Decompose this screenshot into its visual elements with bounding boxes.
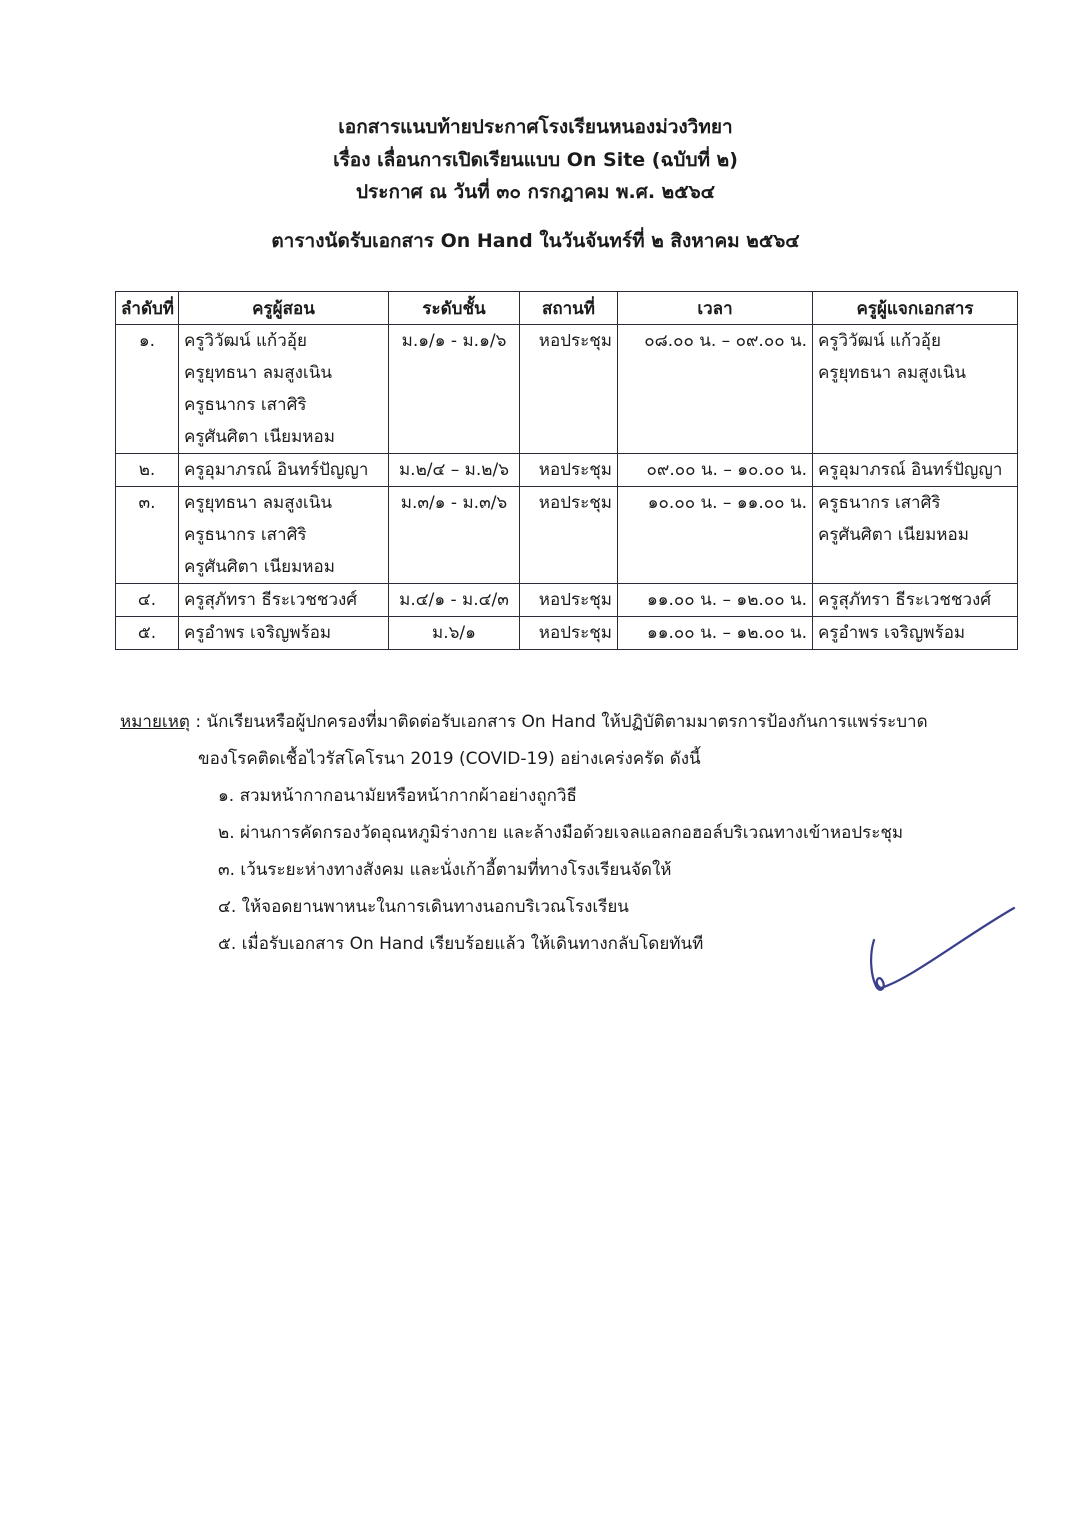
remarks-line-2: ของโรคติดเชื้อไวรัสโคโรนา 2019 (COVID-19) อย่างเคร่งครัด ดังนี้ (198, 749, 701, 769)
signature-mark (852, 898, 1022, 998)
distributor-name: ครูธนากร เสาศิริ (818, 493, 941, 513)
teacher-cell (179, 487, 389, 584)
doc-date: ประกาศ ณ วันที่ ๓๐ กรกฎาคม พ.ศ. ๒๕๖๔ (355, 181, 716, 203)
distributor-cell (813, 584, 1018, 617)
teacher-cell (179, 584, 389, 617)
table-row (116, 325, 1018, 454)
level-cell: ม.๒/๔ – ม.๒/๖ (389, 454, 520, 487)
distributor-cell (813, 454, 1018, 487)
teacher-name: ครูยุทธนา ลมสูงเนิน (184, 363, 332, 383)
distributor-name: ครูสุภัทรา ธีระเวชชวงศ์ (818, 590, 992, 610)
distributor-name: ครูวิวัฒน์ แก้วอุ้ย (818, 331, 941, 351)
distributor-name: ครูศันศิตา เนียมหอม (818, 525, 969, 545)
distributor-name: ครูอุมาภรณ์ อินทร์ปัญญา (818, 460, 1003, 480)
teacher-name: ครูวิวัฒน์ แก้วอุ้ย (184, 331, 307, 351)
place-cell: หอประชุม (520, 325, 618, 454)
row-number: ๔. (116, 584, 179, 617)
distributor-cell (813, 325, 1018, 454)
teacher-name: ครูศันศิตา เนียมหอม (184, 427, 335, 447)
table-row (116, 454, 1018, 487)
teacher-name: ครูธนากร เสาศิริ (184, 525, 307, 545)
place-cell: หอประชุม (520, 617, 618, 650)
col-header-no: ลำดับที่ (116, 292, 179, 325)
table-header-row (116, 292, 1018, 325)
teacher-name: ครูอำพร เจริญพร้อม (184, 623, 332, 643)
remarks-intro (120, 704, 1020, 741)
row-number: ๕. (116, 617, 179, 650)
level-cell: ม.๓/๑ - ม.๓/๖ (389, 487, 520, 584)
distributor-cell (813, 617, 1018, 650)
time-cell: ๑๑.๐๐ น. – ๑๒.๐๐ น. (618, 584, 813, 617)
time-cell: ๐๘.๐๐ น. – ๐๙.๐๐ น. (618, 325, 813, 454)
table-row (116, 617, 1018, 650)
teacher-name: ครูยุทธนา ลมสูงเนิน (184, 493, 332, 513)
distributor-name: ครูอำพร เจริญพร้อม (818, 623, 966, 643)
remarks-line-1: นักเรียนหรือผู้ปกครองที่มาติดต่อรับเอกสาร On Hand ให้ปฏิบัติตามมาตรการป้องกันการแพร่ระบาด (206, 712, 928, 732)
place-cell: หอประชุม (520, 454, 618, 487)
doc-title: เอกสารแนบท้ายประกาศโรงเรียนหนองม่วงวิทยา (338, 116, 733, 138)
remarks-item: ๒. ผ่านการคัดกรองวัดอุณหภูมิร่างกาย และล้างมือด้วยเจลแอลกอฮอล์บริเวณทางเข้าหอประชุม (218, 823, 904, 843)
distributor-cell (813, 487, 1018, 584)
place-cell: หอประชุม (520, 584, 618, 617)
level-cell: ม.๑/๑ - ม.๑/๖ (389, 325, 520, 454)
schedule-table (115, 291, 1018, 650)
teacher-cell (179, 617, 389, 650)
level-cell: ม.๖/๑ (389, 617, 520, 650)
col-header-place: สถานที่ (520, 292, 618, 325)
time-cell: ๐๙.๐๐ น. – ๑๐.๐๐ น. (618, 454, 813, 487)
table-title: ตารางนัดรับเอกสาร On Hand ในวันจันทร์ที่ ๒ สิงหาคม ๒๕๖๔ (271, 230, 800, 252)
col-header-level: ระดับชั้น (389, 292, 520, 325)
row-number: ๒. (116, 454, 179, 487)
remarks-item: ๔. ให้จอดยานพาหนะในการเดินทางนอกบริเวณโรงเรียน (218, 897, 629, 917)
signature-stroke (871, 908, 1014, 990)
row-number: ๑. (116, 325, 179, 454)
teacher-name: ครูธนากร เสาศิริ (184, 395, 307, 415)
remarks-item: ๓. เว้นระยะห่างทางสังคม และนั่งเก้าอี้ตามที่ทางโรงเรียนจัดให้ (218, 860, 672, 880)
col-header-distributor: ครูผู้แจกเอกสาร (813, 292, 1018, 325)
col-header-time: เวลา (618, 292, 813, 325)
remarks-item: ๕. เมื่อรับเอกสาร On Hand เรียบร้อยแล้ว ให้เดินทางกลับโดยทันที (218, 934, 704, 954)
col-header-teacher: ครูผู้สอน (179, 292, 389, 325)
teacher-name: ครูอุมาภรณ์ อินทร์ปัญญา (184, 460, 369, 480)
remarks-label: หมายเหตุ (120, 712, 190, 732)
remarks-item: ๑. สวมหน้ากากอนามัยหรือหน้ากากผ้าอย่างถูกวิธี (218, 786, 577, 806)
remarks-separator: : (189, 712, 207, 732)
distributor-name: ครูยุทธนา ลมสูงเนิน (818, 363, 966, 383)
teacher-name: ครูศันศิตา เนียมหอม (184, 557, 335, 577)
table-row (116, 584, 1018, 617)
teacher-name: ครูสุภัทรา ธีระเวชชวงศ์ (184, 590, 358, 610)
teacher-cell (179, 454, 389, 487)
time-cell: ๑๑.๐๐ น. – ๑๒.๐๐ น. (618, 617, 813, 650)
level-cell: ม.๔/๑ - ม.๔/๓ (389, 584, 520, 617)
table-row (116, 487, 1018, 584)
row-number: ๓. (116, 487, 179, 584)
teacher-cell (179, 325, 389, 454)
doc-subject: เรื่อง เลื่อนการเปิดเรียนแบบ On Site (ฉบับที่ ๒) (333, 149, 738, 171)
time-cell: ๑๐.๐๐ น. – ๑๑.๐๐ น. (618, 487, 813, 584)
place-cell: หอประชุม (520, 487, 618, 584)
